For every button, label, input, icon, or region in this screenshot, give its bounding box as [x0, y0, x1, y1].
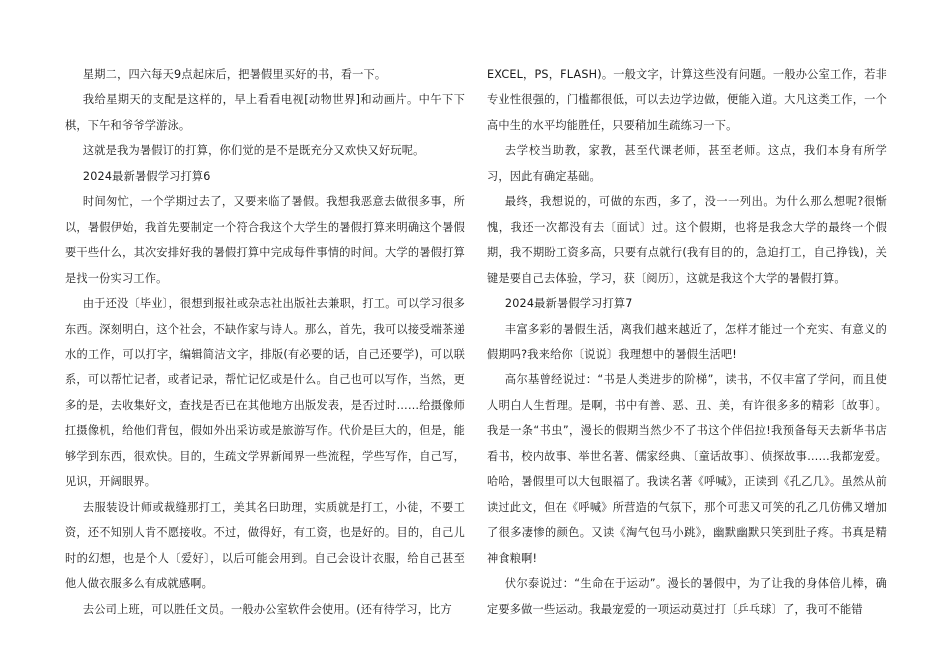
- section-heading: 2024最新暑假学习打算7: [504, 297, 633, 311]
- paragraph: 去公司上班，可以胜任文员。一般办公室软件会使用。(还有待学习，比方: [82, 602, 452, 616]
- paragraph: 去学校当助教，家教，甚至代课老师，甚至老师。这点，我们本身有所学习，因此有确定基础。: [487, 144, 887, 183]
- paragraph: 由于还没〔毕业〕，很想到报社或杂志社出版社去兼职，打工。可以学习很多东西。深刻明白，这个社会，不缺作家与诗人。那么，首先，我可以接受端茶递水的工作，可以打字，编辑简洁文字，排版(有必要的话，自己还要学)，可以联系，可以帮忙记者，或者记录，帮忙记忆或是什么。自己也可以写作，当然，更多的是，去收集好文，查找是否已在其他地方出版发表，是否过时……给摄像师扛摄像机，给他们背包，假如外出采访或是旅游写作。代价是巨大的，但是，能够学到东西，很欢快。目的，生疏文学界新闻界一些流程，学些写作，自己写，见识，开阔眼界。: [65, 297, 465, 489]
- paragraph: 我给星期天的支配是这样的，早上看看电视[动物世界]和动画片。中午下下棋，下午和爷爷学游泳。: [65, 93, 465, 132]
- right-column: [487, 62, 887, 622]
- paragraph: 伏尔泰说过：“生命在于运动”。漫长的暑假中，为了让我的身体倍儿棒，确定要多做一些运动。我最宠爱的一项运动莫过打〔乒乓球〕了，我可不能错: [487, 577, 887, 616]
- paragraph: 丰富多彩的暑假生活，离我们越来越近了，怎样才能过一个充实、有意义的假期吗?我来给你〔说说〕我理想中的暑假生活吧!: [487, 322, 887, 361]
- left-column: [65, 62, 465, 622]
- paragraph: 时间匆忙，一个学期过去了，又要来临了暑假。我想我恶意去做很多事，所以，暑假伊始，我首先要制定一个符合我这个大学生的暑假打算来明确这个暑假要干些什么，其次安排好我的暑假打算中完成每件事情的时间。大学的暑假打算是找一份实习工作。: [65, 195, 465, 285]
- paragraph: EXCEL，PS，FLASH)。一般文字，计算这些没有问题。一般办公室工作，若非专业性很强的，门槛都很低，可以去边学边做，便能入道。大凡这类工作，一个高中生的水平均能胜任，只要稍加生疏练习一下。: [487, 68, 887, 132]
- paragraph: 去服装设计师或裁缝那打工，美其名曰助理，实质就是打工，小徒，不要工资，还不知别人肯不愿接收。不过，做得好，有工资，也是好的。目的，自己儿时的幻想，也是个人〔爱好〕，以后可能会用到。自己会设计衣服，给自己甚至他人做衣服多么有成就感啊。: [65, 500, 465, 591]
- paragraph: 高尔基曾经说过：“书是人类进步的阶梯”，读书，不仅丰富了学问，而且使人明白人生哲理。是啊，书中有善、恶、丑、美，有许很多多的精彩〔故事〕。我是一条“书虫”，漫长的假期当然少不了书这个伴侣拉!我预备每天去新华书店看书，校内故事、举世名著、儒家经典、〔童话故事〕、侦探故事……我都宠爱。哈哈，暑假里可以大包眼福了。我读名著《呼喊》，正读到《孔乙几》。虽然从前读过此文，但在《呼喊》所营造的气氛下，那个可悲又可笑的孔乙几仿佛又增加了很多凄惨的颜色。又读《淘气包马小跳》，幽默幽默只笑到肚子疼。书真是精神食粮啊!: [487, 373, 887, 565]
- paragraph: 星期二，四六每天9点起床后，把暑假里买好的书，看一下。: [82, 68, 387, 81]
- section-heading: 2024最新暑假学习打算6: [82, 169, 211, 183]
- paragraph: 这就是我为暑假订的打算，你们觉的是不是既充分又欢快又好玩呢。: [82, 144, 425, 158]
- paragraph: 最终，我想说的，可做的东西，多了，没一一列出。为什么那么想呢?很惭愧，我还一次都没有去〔面试〕过。这个假期，也将是我念大学的最终一个假期，我不期盼工资多高，只要有点就行(我有目的的，急迫打工，自己挣钱)，关键是要自己去体验，学习，获〔阅历〕，这就是我这个大学的暑假打算。: [487, 195, 887, 285]
